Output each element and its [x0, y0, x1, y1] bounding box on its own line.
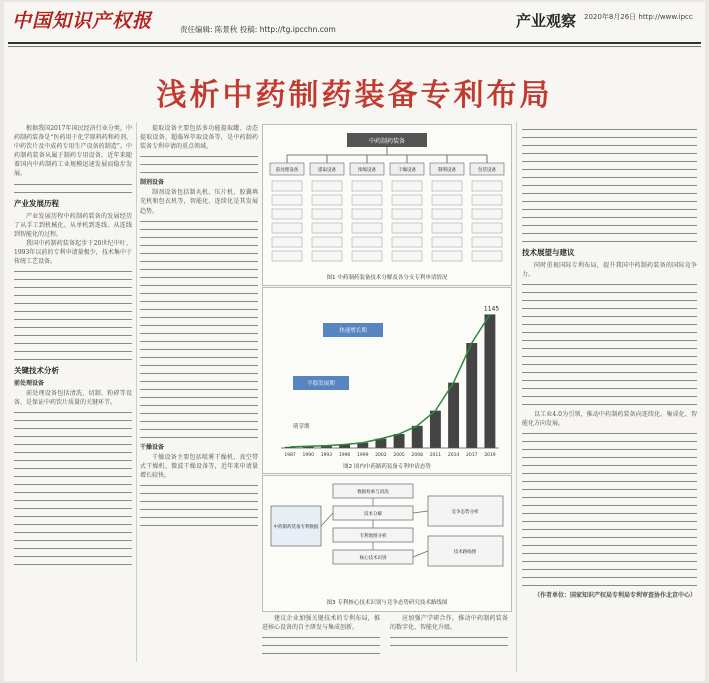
sub-branch-node — [472, 223, 502, 233]
branch-label: 前处理设备 — [275, 168, 299, 173]
paragraph-7: 建议企业加强关键技术的专利布局，推进核心设备的自主研发与集成创新。 — [262, 615, 380, 632]
masthead — [4, 2, 705, 46]
subhead-key-tech: 关键技术分析 — [14, 366, 59, 376]
newspaper-page — [4, 2, 705, 681]
sub-branch-node — [352, 195, 382, 205]
chart-bar — [466, 343, 477, 448]
peak-value-label: 1145 — [483, 305, 500, 313]
annotation-stable: 平稳发展期 — [307, 381, 335, 387]
sub-branch-node — [392, 181, 422, 191]
column-4 — [522, 124, 697, 674]
minor-pretreatment: 前处理设备 — [14, 380, 45, 388]
masthead-rule-thin — [8, 46, 701, 47]
url: http://www.ipcc — [638, 13, 693, 21]
sub-branch-node — [352, 181, 382, 191]
chart-bar — [430, 411, 441, 448]
sub-branch-node — [472, 251, 502, 261]
x-tick-label: 1996 — [338, 453, 351, 458]
sub-branch-node — [312, 251, 342, 261]
x-tick-label: 2008 — [411, 453, 423, 458]
column-divider — [136, 122, 137, 662]
figure-1-caption: 图1 中药制药装备技术分解及各分支专利申请情况 — [326, 275, 448, 281]
sub-branch-node — [432, 223, 462, 233]
sub-branch-node — [312, 209, 342, 219]
flow-box-data: 中药制药装备专利数据 — [273, 525, 319, 530]
branch-label: 干燥设备 — [398, 168, 416, 173]
sub-branch-node — [352, 237, 382, 247]
column-3a — [262, 614, 380, 674]
section-title: 产业观察 — [516, 12, 577, 30]
paragraph-5: 干燥设备主要包括喷雾干燥机、真空带式干燥机、微波干燥设备等，近年来申请量增长较快。 — [140, 453, 258, 479]
sub-branch-node — [432, 237, 462, 247]
x-tick-label: 2002 — [375, 453, 387, 458]
sub-branch-node — [472, 181, 502, 191]
subhead-outlook: 技术展望与建议 — [522, 248, 575, 257]
editor-line: 责任编辑: 陈景秋 投稿: http://tg.ipcchn.com — [180, 25, 336, 34]
branch-label: 提取设备 — [318, 168, 336, 173]
dateline — [584, 12, 693, 22]
x-tick-label: 2019 — [484, 453, 496, 458]
sub-branch-node — [432, 209, 462, 219]
figure-3 — [262, 475, 512, 612]
x-tick-label: 2014 — [447, 453, 460, 458]
x-tick-label: 1987 — [284, 453, 296, 458]
sub-branch-node — [312, 195, 342, 205]
column-divider-right — [516, 122, 517, 672]
sub-branch-node — [312, 181, 342, 191]
sub-branch-node — [312, 237, 342, 247]
paragraph-1: 产业发展历程中药制药装备的发展经历了从手工到机械化、从单机到连线、从连线到智能化的过程。 — [14, 212, 132, 238]
figure-2-caption: 图2 国内中药制药装备专利申请态势 — [343, 464, 431, 470]
flow-box-search: 数据检索与清洗 — [357, 490, 389, 495]
sub-branch-node — [392, 195, 422, 205]
paragraph-10: 以工业4.0为引领，推动中药制药装备向连续化、集成化、智能化方向发展。 — [522, 411, 697, 428]
paragraph-2: 我国中药制药装备起步于20世纪中叶，1993年以前的专利申请量极少，技术集中于传统工艺设备。 — [14, 239, 132, 266]
flow-box-core: 核心技术识别 — [359, 556, 387, 561]
date: 2020年8月26日 — [584, 13, 637, 21]
sub-branch-node — [272, 181, 302, 191]
newspaper-logo: 中国知识产权报 — [12, 10, 153, 32]
chart-bar — [412, 426, 423, 448]
paragraph-6: 制剂设备包括制丸机、压片机、胶囊填充机和包衣机等，智能化、连续化是其发展趋势。 — [140, 189, 258, 215]
tech-roadmap-flowchart — [263, 476, 511, 611]
minor-drying: 干燥设备 — [140, 443, 165, 451]
x-tick-label: 2005 — [393, 453, 405, 458]
sub-branch-node — [352, 223, 382, 233]
figure-3-caption: 图3 专利核心技术识别与竞争态势研究技术路线图 — [326, 600, 448, 606]
sub-branch-node — [272, 209, 302, 219]
x-tick-label: 2011 — [429, 453, 442, 458]
sub-branch-node — [472, 237, 502, 247]
sub-branch-node — [272, 195, 302, 205]
figure-2 — [262, 287, 512, 474]
sub-branch-node — [392, 237, 422, 247]
flow-box-decompose: 技术分解 — [364, 512, 382, 517]
article-headline: 浅析中药制药装备专利布局 — [156, 78, 553, 113]
sub-branch-node — [272, 237, 302, 247]
lead-paragraph: 根据我国2017年国民经济行业分类，中药制药装备是“医药用于化学原料药和药剂、中药饮片及中成药专用生产设备的制造”。中药制药装备从属于制药专用设备，近年来随着国内中药制药工业规模迅速发展而稳步发展。 — [14, 125, 132, 178]
root-node-label: 中药制药装备 — [368, 138, 406, 145]
column-2 — [140, 124, 258, 664]
sub-branch-node — [272, 251, 302, 261]
figure-1 — [262, 124, 512, 286]
sub-branch-node — [352, 251, 382, 261]
paragraph-8: 应加强产学研合作，推动中药制药装备的数字化、智能化升级。 — [390, 615, 508, 632]
subhead-development: 产业发展历程 — [14, 198, 59, 208]
sub-branch-node — [312, 223, 342, 233]
sub-branch-node — [472, 209, 502, 219]
branch-label: 制剂设备 — [438, 168, 456, 173]
sub-branch-node — [392, 209, 422, 219]
sub-branch-node — [272, 223, 302, 233]
sub-branch-node — [472, 195, 502, 205]
sub-branch-node — [432, 195, 462, 205]
sub-branch-node — [432, 181, 462, 191]
tech-tree-diagram — [263, 125, 511, 285]
paragraph-4: 提取设备主要包括多功能提取罐、动态提取设备、超临界萃取设备等，是中药制药装备专利申请的重点领域。 — [140, 125, 258, 151]
patent-trend-chart — [263, 288, 511, 473]
paragraph-9: 同时重视国际专利布局，提升我国中药制药装备的国际竞争力。 — [522, 262, 697, 279]
branch-label: 包装设备 — [478, 168, 496, 173]
flow-box-map: 专利地图分析 — [359, 534, 387, 539]
annotation-early: 萌芽期 — [293, 424, 310, 430]
chart-bar — [484, 314, 495, 448]
annotation-rapid: 快速增长期 — [339, 328, 367, 334]
paragraph-3: 前处理设备包括清洗、切制、粉碎等设备，是保证中药饮片质量的关键环节。 — [14, 390, 132, 407]
author-note: （作者单位：国家知识产权局专利局专利审查协作北京中心） — [534, 592, 697, 600]
flow-box-roadmap: 技术路线图 — [453, 550, 477, 555]
x-tick-label: 1993 — [320, 453, 333, 458]
masthead-rule — [8, 42, 701, 44]
sub-branch-node — [392, 223, 422, 233]
chart-bar — [394, 434, 405, 448]
column-3b — [390, 614, 508, 674]
flow-box-competition: 竞争态势分析 — [451, 510, 479, 515]
sub-branch-node — [352, 209, 382, 219]
sub-branch-node — [432, 251, 462, 261]
branch-label: 浓缩设备 — [358, 168, 376, 173]
minor-formulation: 制剂设备 — [140, 179, 165, 187]
x-tick-label: 1999 — [357, 453, 369, 458]
column-1 — [14, 124, 132, 664]
sub-branch-node — [392, 251, 422, 261]
x-tick-label: 2017 — [466, 453, 478, 458]
chart-bar — [448, 383, 459, 448]
x-tick-label: 1990 — [302, 453, 314, 458]
